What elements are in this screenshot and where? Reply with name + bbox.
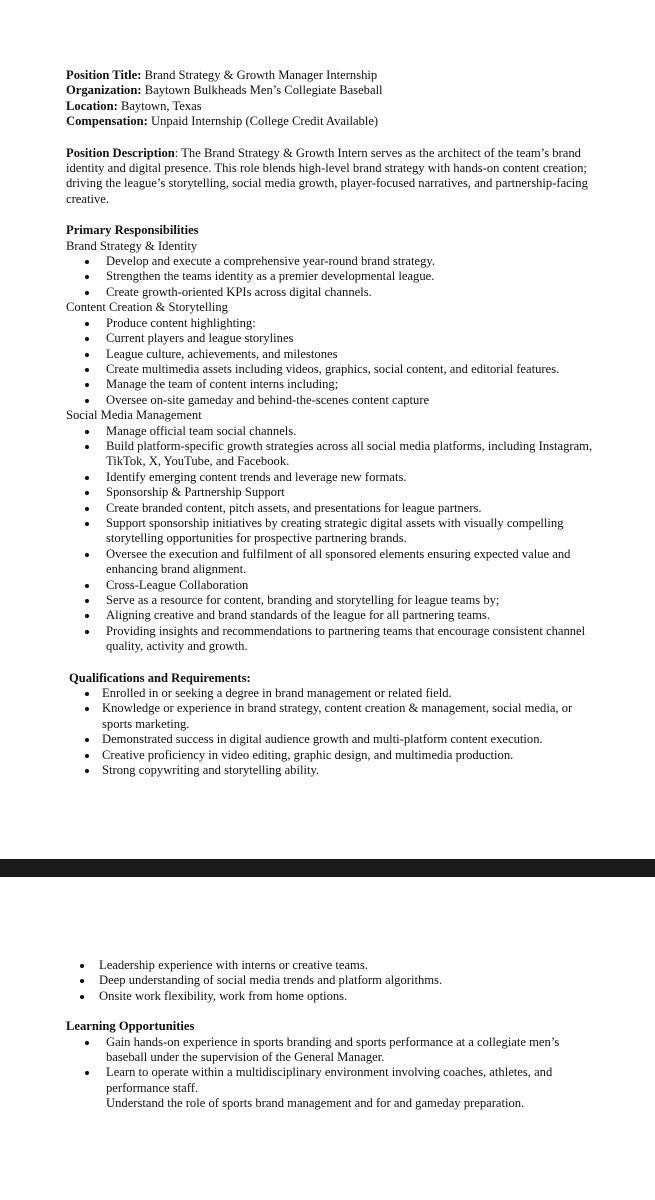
position-description xyxy=(66,146,596,208)
list-item: Strengthen the teams identity as a premier developmental league. xyxy=(66,269,596,284)
learning-note: Understand the role of sports brand management and for and gameday preparation. xyxy=(106,1096,525,1111)
list-item: Produce content highlighting: xyxy=(66,316,596,331)
list-item: Manage official team social channels. xyxy=(66,424,596,439)
list-item: Aligning creative and brand standards of the league for all partnering teams. xyxy=(66,608,596,623)
learning-title: Learning Opportunities xyxy=(66,1019,195,1034)
compensation-line xyxy=(66,114,596,129)
subsection-brand-strategy: Brand Strategy & Identity xyxy=(66,238,198,253)
list-item: Sponsorship & Partnership Support xyxy=(66,485,596,500)
qualifications-continued xyxy=(66,958,596,1004)
description-label: Position Description xyxy=(66,145,175,160)
organization-label: Organization: xyxy=(66,83,142,98)
qualifications-list xyxy=(69,686,596,778)
list-item: Leadership experience with interns or creative teams. xyxy=(66,958,596,973)
list-item: Cross-League Collaboration xyxy=(66,578,596,593)
qualifications-title: Qualifications and Requirements: xyxy=(69,670,251,685)
list-item: Identify emerging content trends and leverage new formats. xyxy=(66,470,596,485)
list-item: Manage the team of content interns including; xyxy=(66,377,596,392)
list-item: Enrolled in or seeking a degree in brand management or related field. xyxy=(69,686,596,701)
list-item: Create multimedia assets including videos, graphics, social content, and editorial features. xyxy=(66,362,596,377)
list-item: Support sponsorship initiatives by creating strategic digital assets with visually compelling storytelling opportunities for prospective partnering brands. xyxy=(66,516,596,547)
list-item: Providing insights and recommendations to partnering teams that encourage consistent channel quality, activity and growth. xyxy=(66,624,596,655)
qualifications-section xyxy=(66,671,596,779)
content-creation-list xyxy=(66,316,596,408)
list-item: Create branded content, pitch assets, and presentations for league partners. xyxy=(66,501,596,516)
list-item: Serve as a resource for content, branding and storytelling for league teams by; xyxy=(66,593,596,608)
list-item: Onsite work flexibility, work from home options. xyxy=(66,989,596,1004)
organization-line xyxy=(66,83,596,98)
list-item: Knowledge or experience in brand strategy, content creation & management, social media, or sports marketing. xyxy=(69,701,596,732)
list-item: Demonstrated success in digital audience growth and multi-platform content execution. xyxy=(69,732,596,747)
document-page-2 xyxy=(66,958,596,1112)
learning-section xyxy=(66,1019,596,1111)
position-title-value: Brand Strategy & Growth Manager Internship xyxy=(144,68,378,82)
list-item: League culture, achievements, and milestones xyxy=(66,347,596,362)
location-label: Location: xyxy=(66,98,118,113)
list-item: Creative proficiency in video editing, graphic design, and multimedia production. xyxy=(69,748,596,763)
social-media-list xyxy=(66,424,596,655)
list-item: Gain hands-on experience in sports branding and sports performance at a collegiate men’s baseball under the supervision of the General Manager. xyxy=(66,1035,596,1066)
list-item: Build platform-specific growth strategies across all social media platforms, including Instagram, TikTok, X, YouTube, and Facebook. xyxy=(66,439,596,470)
learning-list xyxy=(66,1035,596,1097)
list-item: Learn to operate within a multidisciplinary environment involving coaches, athletes, and performance staff. xyxy=(66,1065,596,1096)
list-item: Oversee on-site gameday and behind-the-scenes content capture xyxy=(66,393,596,408)
subsection-content-creation: Content Creation & Storytelling xyxy=(66,300,228,315)
list-item: Create growth-oriented KPIs across digital channels. xyxy=(66,285,596,300)
document-page-1 xyxy=(66,68,596,778)
position-title-line xyxy=(66,68,596,83)
subsection-social-media: Social Media Management xyxy=(66,408,202,423)
job-meta xyxy=(66,68,596,130)
responsibilities-title: Primary Responsibilities xyxy=(66,223,199,238)
list-item: Oversee the execution and fulfilment of all sponsored elements ensuring expected value and enhancing brand alignment. xyxy=(66,547,596,578)
location-line xyxy=(66,99,596,114)
description-text: : The Brand Strategy & Growth Intern serves as the architect of the team’s brand identity and digital presence. This role blends high-level brand strategy with hands-on content creation; driving the league’s storytelling, social media growth, player-focused narratives, and partnership-facing creative. xyxy=(66,145,588,206)
compensation-value: Unpaid Internship (College Credit Available) xyxy=(151,114,379,129)
brand-strategy-list xyxy=(66,254,596,300)
list-item: Strong copywriting and storytelling ability. xyxy=(69,763,596,778)
location-value: Baytown, Texas xyxy=(120,98,202,113)
list-item: Deep understanding of social media trends and platform algorithms. xyxy=(66,973,596,988)
page-separator xyxy=(0,859,655,877)
list-item: Current players and league storylines xyxy=(66,331,596,346)
organization-value: Baytown Bulkheads Men’s Collegiate Baseball xyxy=(144,83,383,98)
list-item: Develop and execute a comprehensive year-round brand strategy. xyxy=(66,254,596,269)
qualifications-continued-list xyxy=(66,958,596,1004)
position-title-label: Position Title: xyxy=(66,68,142,82)
compensation-label: Compensation: xyxy=(66,114,148,129)
responsibilities-section xyxy=(66,223,596,654)
